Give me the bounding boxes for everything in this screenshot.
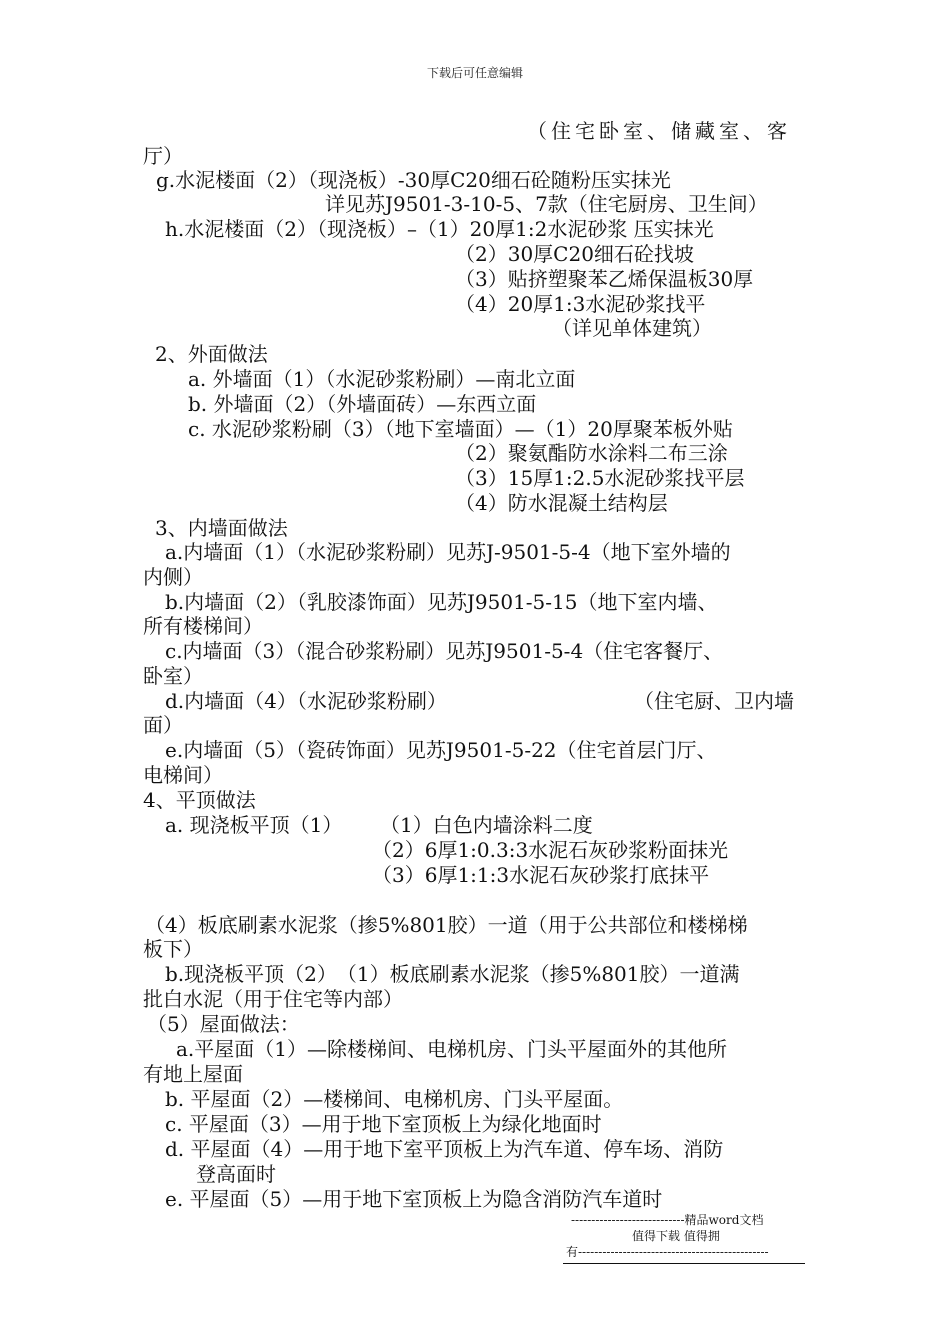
text-line-2: g.水泥楼面（2）（现浇板）-30厚C20细石砼随粉压实抹光: [156, 168, 671, 192]
text-line-28: 4、平顶做法: [143, 788, 256, 812]
text-line-10: a. 外墙面（1）（水泥砂浆粉刷）—南北立面: [188, 367, 576, 391]
text-line-36: 批白水泥（用于住宅等内部）: [143, 987, 403, 1011]
text-line-6: （3）贴挤塑聚苯乙烯保温板30厚: [455, 267, 754, 291]
text-line-9: 2、外面做法: [155, 342, 268, 366]
text-line-15: （4）防水混凝土结构层: [455, 491, 668, 515]
text-line-43: 登高面时: [196, 1162, 276, 1186]
text-line-21: c.内墙面（3）（混合砂浆粉刷）见苏J9501-5-4（住宅客餐厅、: [165, 639, 724, 663]
text-line-4: h.水泥楼面（2）（现浇板）–（1）20厚1:2水泥砂浆 压实抹光: [165, 217, 714, 241]
text-line-32: （3）6厚1:1:3水泥石灰砂浆打底抹平: [372, 863, 710, 887]
text-line-14: （3）15厚1:2.5水泥砂浆找平层: [455, 466, 745, 490]
text-line-41: c. 平屋面（3）—用于地下室顶板上为绿化地面时: [165, 1112, 602, 1136]
text-line-17: a.内墙面（1）（水泥砂浆粉刷）见苏J-9501-5-4（地下室外墙的: [165, 540, 731, 564]
text-line-31: （2）6厚1:0.3:3水泥石灰砂浆粉面抹光: [372, 838, 729, 862]
text-line-26: e.内墙面（5）（瓷砖饰面）见苏J9501-5-22（住宅首层门厅、: [165, 738, 717, 762]
text-line-24: （住宅厨、卫内墙: [634, 689, 794, 713]
footer-line-1: ----------------------------精品word文档: [571, 1213, 764, 1227]
text-line-11: b. 外墙面（2）（外墙面砖）—东西立面: [188, 392, 537, 416]
text-line-18: 内侧）: [143, 565, 203, 589]
text-line-42: d. 平屋面（4）—用于地下室平顶板上为汽车道、停车场、消防: [165, 1137, 724, 1161]
text-line-44: e. 平屋面（5）—用于地下室顶板上为隐含消防汽车道时: [165, 1187, 663, 1211]
text-line-38: a.平屋面（1）—除楼梯间、电梯机房、门头平屋面外的其他所: [176, 1037, 728, 1061]
text-line-5: （2）30厚C20细石砼找坡: [455, 242, 694, 266]
text-line-23: d.内墙面（4）（水泥砂浆粉刷）: [165, 689, 447, 713]
page-header: 下载后可任意编辑: [426, 66, 523, 80]
footer-line-2: 值得下载 值得拥: [632, 1229, 720, 1243]
text-line-29: a. 现浇板平顶（1）: [165, 813, 343, 837]
text-line-1: 厅）: [143, 144, 183, 168]
text-line-8: （详见单体建筑）: [552, 316, 712, 340]
text-line-22: 卧室）: [143, 664, 203, 688]
text-line-40: b. 平屋面（2）—楼梯间、电梯机房、门头平屋面。: [165, 1087, 624, 1111]
text-line-27: 电梯间）: [143, 763, 223, 787]
text-line-35: b.现浇板平顶（2） （1）板底刷素水泥浆（掺5%801胶）一道满: [165, 962, 740, 986]
text-line-16: 3、内墙面做法: [155, 516, 288, 540]
text-line-3: 详见苏J9501-3-10-5、7款（住宅厨房、卫生间）: [325, 192, 768, 216]
text-line-20: 所有楼梯间）: [143, 614, 263, 638]
text-line-37: （5）屋面做法：: [147, 1012, 300, 1036]
text-line-7: （4）20厚1:3水泥砂浆找平: [455, 292, 706, 316]
text-line-19: b.内墙面（2）（乳胶漆饰面）见苏J9501-5-15（地下室内墙、: [165, 590, 718, 614]
text-line-25: 面）: [143, 713, 183, 737]
text-line-13: （2）聚氨酯防水涂料二布三涂: [455, 441, 728, 465]
text-line-30: （1）白色内墙涂料二度: [380, 813, 593, 837]
text-line-12: c. 水泥砂浆粉刷（3）（地下室墙面）—（1）20厚聚苯板外贴: [188, 417, 733, 441]
text-line-33: （4）板底刷素水泥浆（掺5%801胶）一道（用于公共部位和楼梯梯: [145, 913, 748, 937]
text-line-0: （住宅卧室、储藏室、客: [527, 119, 791, 143]
footer-line-3: 有-----------------------------------------------: [566, 1245, 769, 1259]
text-line-34: 板下）: [143, 937, 203, 961]
footer-rule: [563, 1263, 805, 1264]
text-line-39: 有地上屋面: [143, 1062, 243, 1086]
